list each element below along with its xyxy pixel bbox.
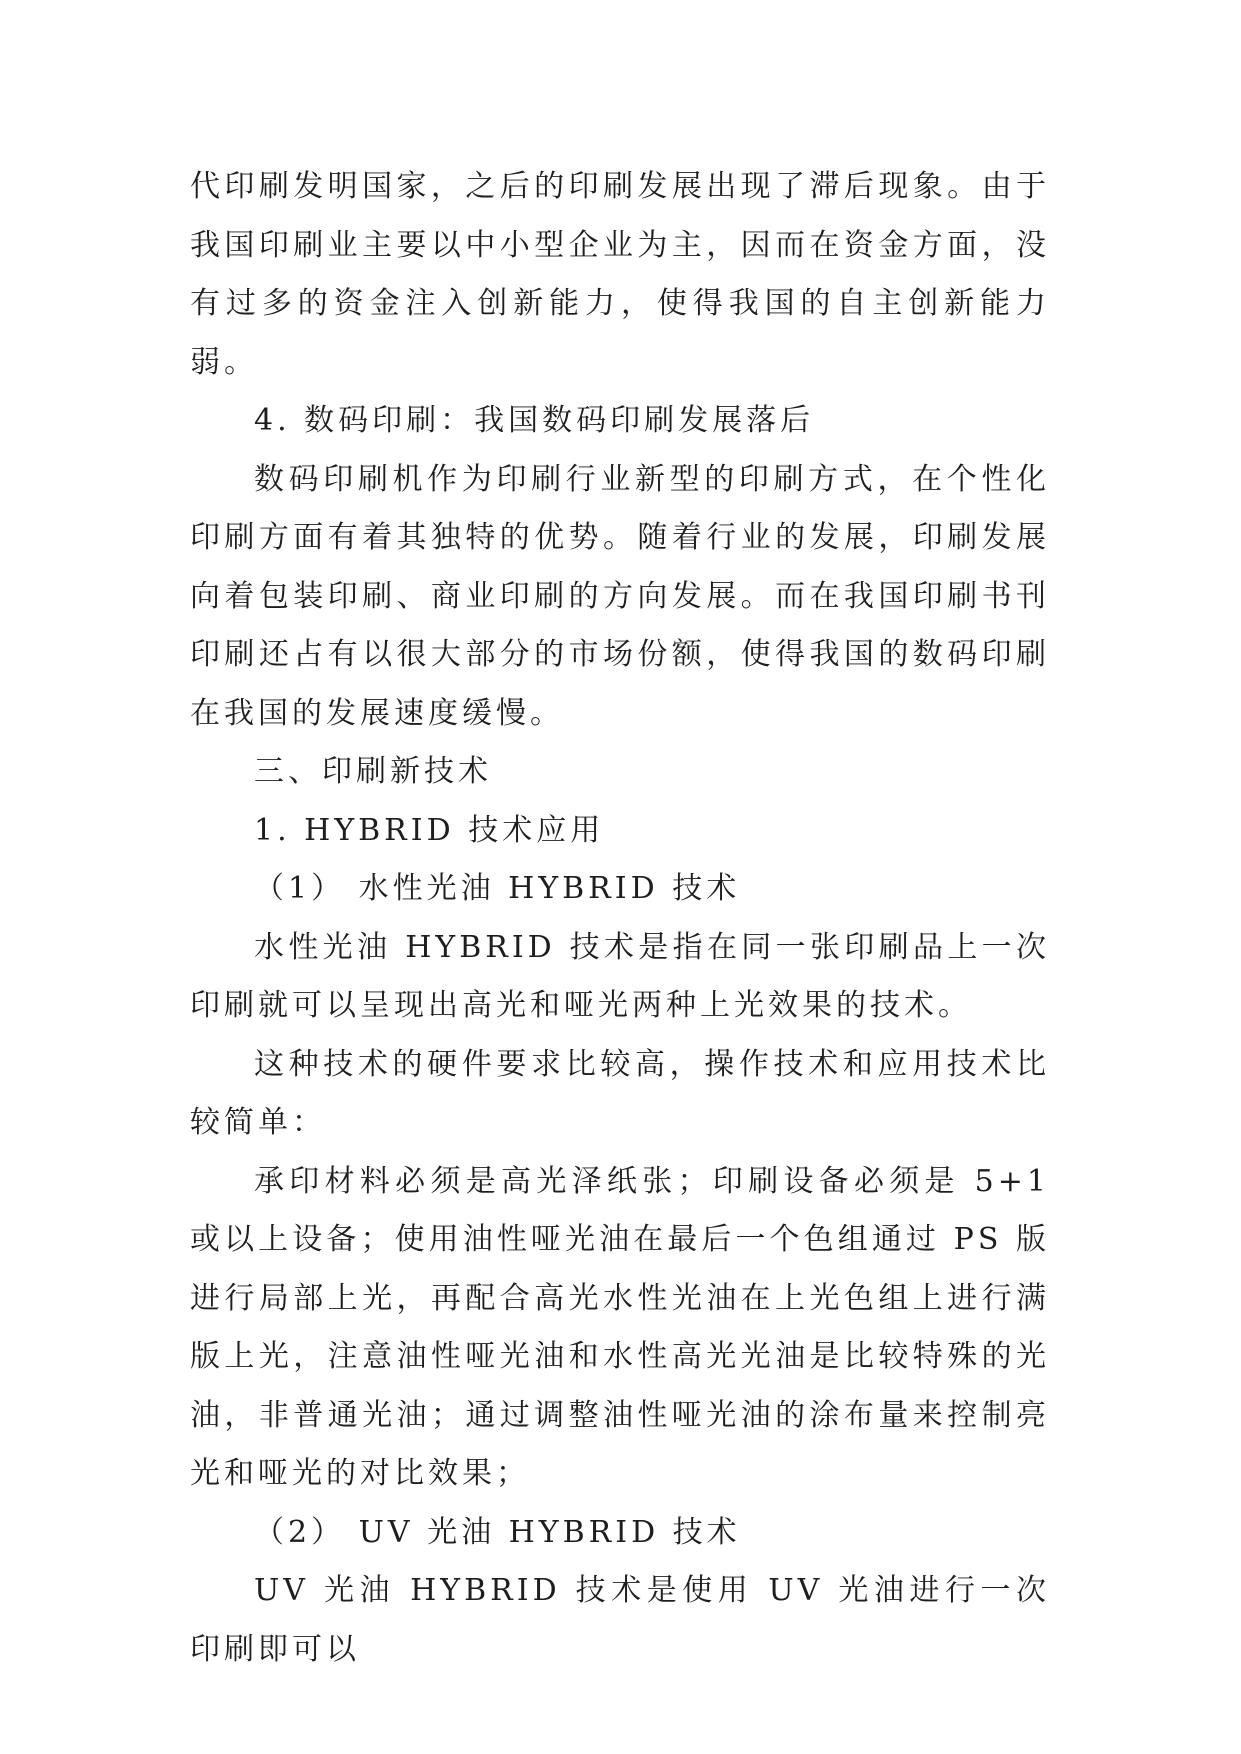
paragraph-material-requirements: 承印材料必须是高光泽纸张；印刷设备必须是 5+1 或以上设备；使用油性哑光油在最后一个色组通过 PS 版进行局部上光，再配合高光水性光油在上光色组上进行满版上光，注意油性哑光油和水性高光光油是比较特殊的光油，非普通光油；通过调整油性哑光油的涂布量来控制亮光和哑光的对比效果； [190, 1163, 1050, 1491]
paragraph-hardware-requirements: 这种技术的硬件要求比较高，操作技术和应用技术比较简单： [190, 1046, 1050, 1140]
paragraph-continued: 代印刷发明国家，之后的印刷发展出现了滞后现象。由于我国印刷业主要以中小型企业为主，因而在资金方面，没有过多的资金注入创新能力，使得我国的自主创新能力弱。 [190, 169, 1050, 380]
section-heading-digital-printing: 4. 数码印刷：我国数码印刷发展落后 [254, 403, 815, 438]
paragraph-uv-varnish: UV 光油 HYBRID 技术是使用 UV 光油进行一次印刷即可以 [190, 1573, 1050, 1667]
subsection-heading-water-varnish: （1） 水性光油 HYBRID 技术 [254, 871, 741, 906]
paragraph-water-varnish-definition: 水性光油 HYBRID 技术是指在同一张印刷品上一次印刷就可以呈现出高光和哑光两种上光效果的技术。 [190, 929, 1050, 1023]
chapter-heading-new-technology: 三、印刷新技术 [254, 754, 492, 789]
section-heading-hybrid: 1. HYBRID 技术应用 [254, 812, 605, 848]
subsection-heading-uv-varnish: （2） UV 光油 HYBRID 技术 [254, 1514, 741, 1550]
paragraph-digital-printing: 数码印刷机作为印刷行业新型的印刷方式，在个性化印刷方面有着其独特的优势。随着行业的发展，印刷发展向着包装印刷、商业印刷的方向发展。而在我国印刷书刊印刷还占有以很大部分的市场份额，使得我国的数码印刷在我国的发展速度缓慢。 [190, 461, 1050, 731]
document-body [190, 158, 1050, 1679]
